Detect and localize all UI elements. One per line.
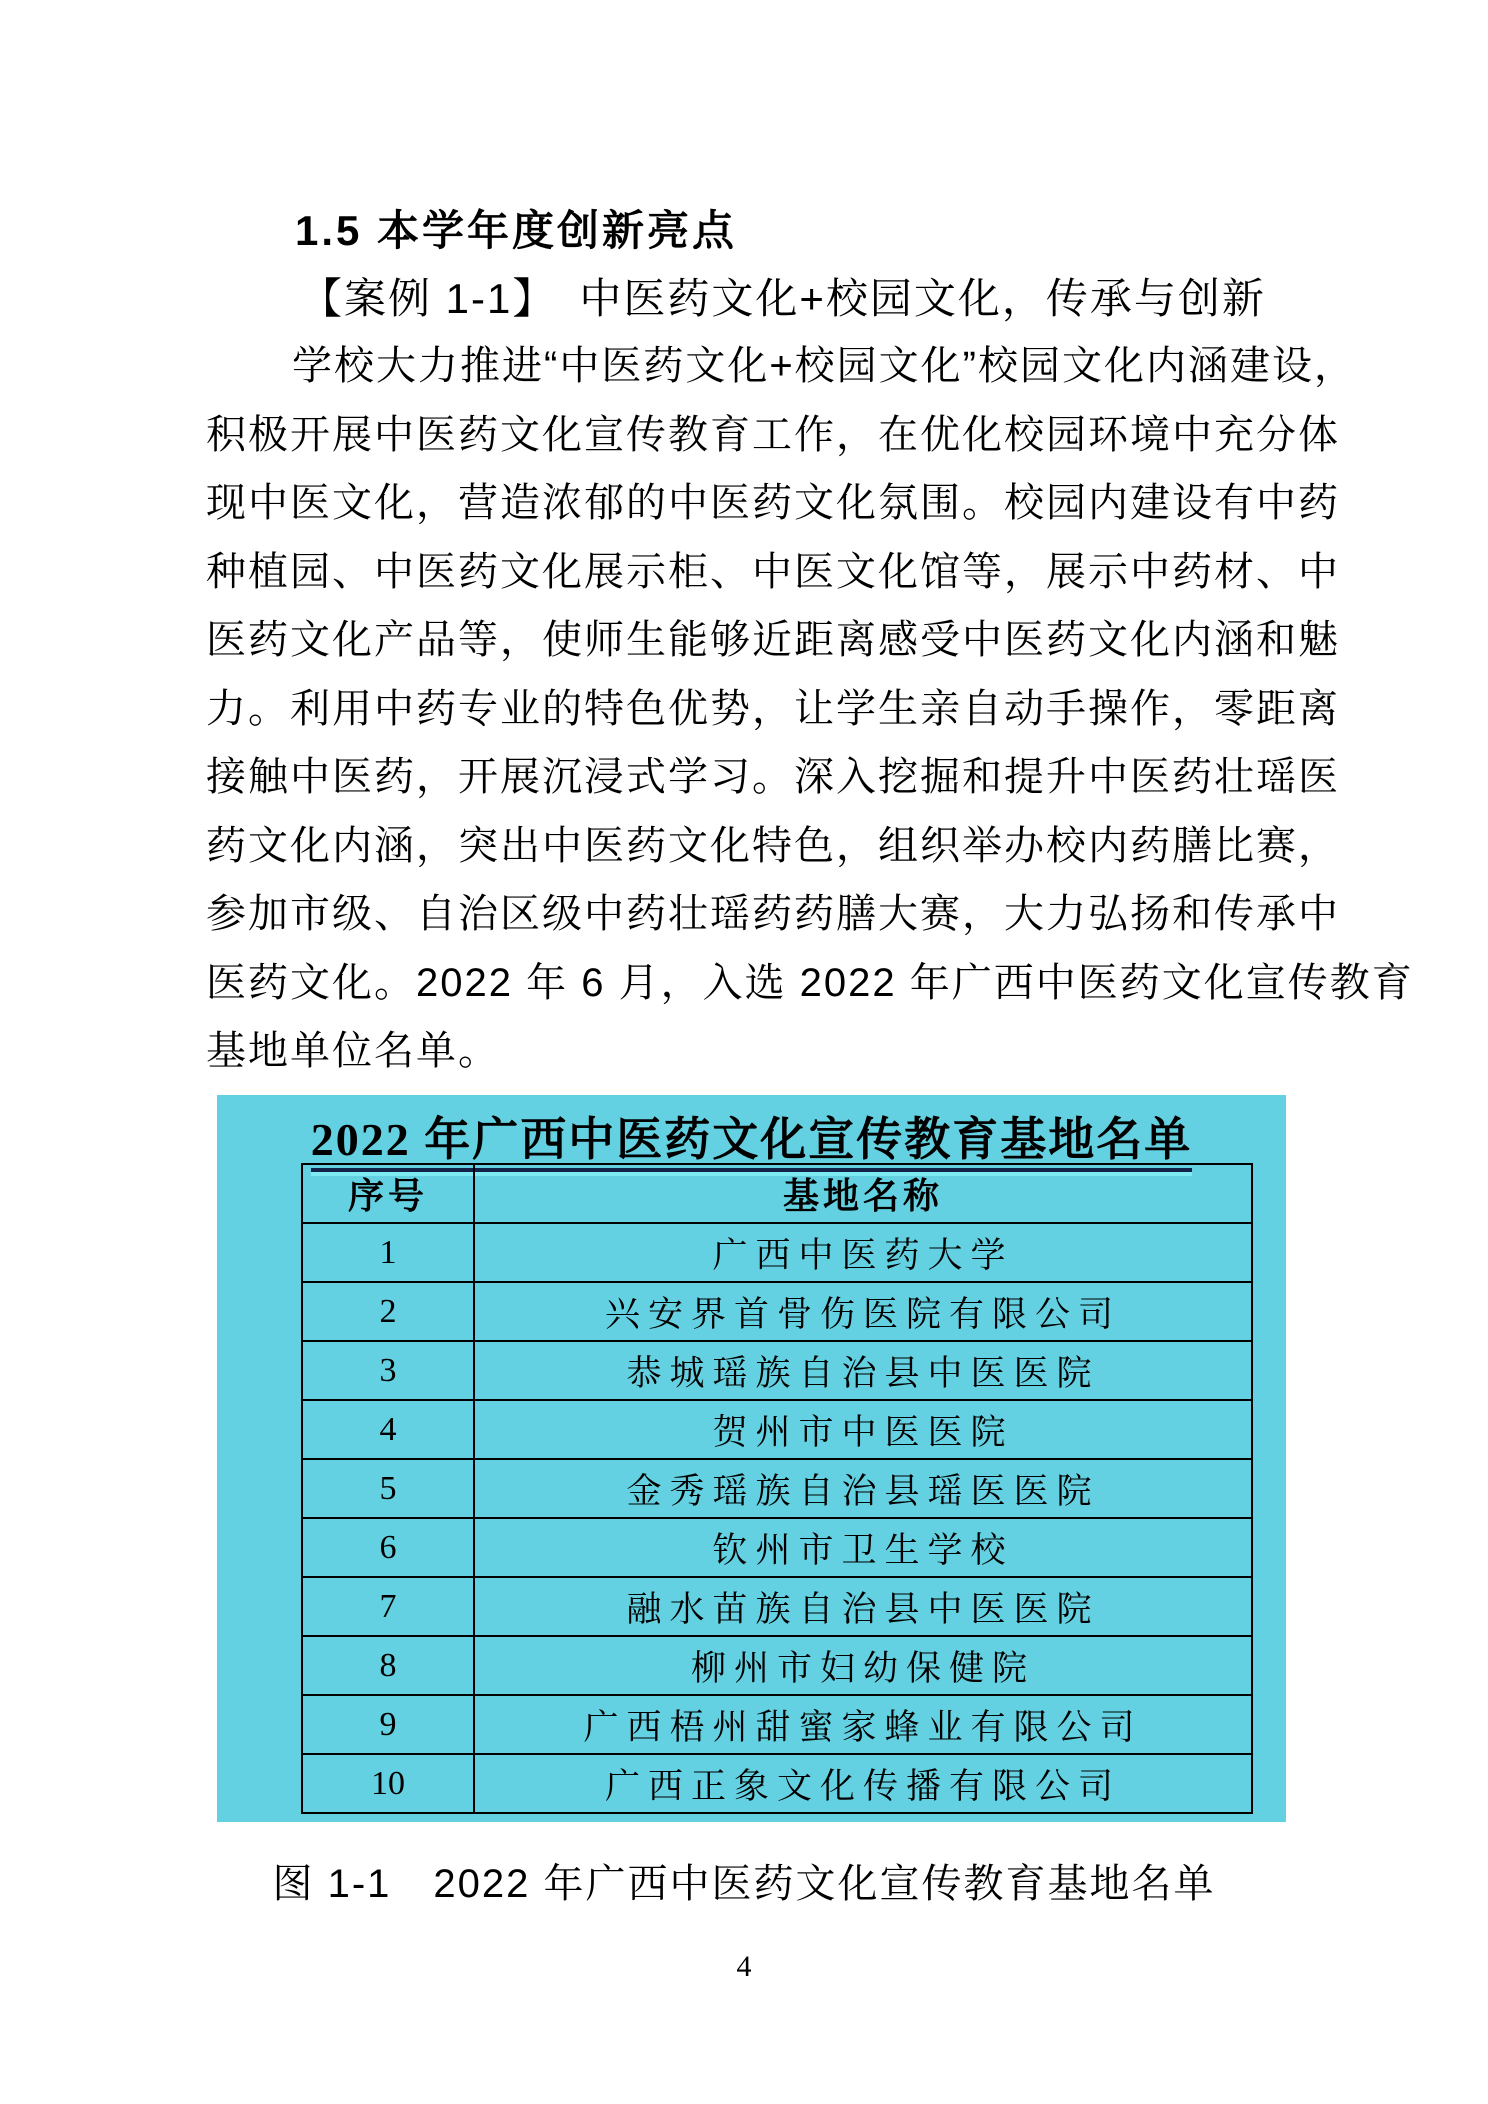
table-row [302,1636,1252,1695]
table-row [302,1400,1252,1459]
table-row [302,1695,1252,1754]
paragraph-line: 现中医文化，营造浓郁的中医药文化氛围。校园内建设有中药 [206,481,1340,525]
paragraph-line: 医药文化。2022 年 6 月，入选 2022 年广西中医药文化宣传教育 [206,960,1414,1005]
paragraph-line: 基地单位名单。 [206,1029,500,1073]
paragraph-line: 药文化内涵，突出中医药文化特色，组织举办校内药膳比赛， [206,823,1340,868]
table-row [302,1459,1252,1518]
table-cell-no: 10 [302,1754,474,1813]
table-cell-no: 9 [302,1695,474,1754]
body-paragraph [206,332,1414,1086]
table-row [302,1341,1252,1400]
table-row [302,1754,1252,1813]
paragraph-line: 接触中医药，开展沉浸式学习。深入挖掘和提升中医药壮瑶医 [206,755,1340,799]
base-list-table [301,1163,1253,1814]
case-title: 【案例 1-1】 中医药文化+校园文化，传承与创新 [300,275,1266,322]
table-cell-no: 6 [302,1518,474,1577]
table-row [302,1577,1252,1636]
table-cell-no: 7 [302,1577,474,1636]
section-heading: 1.5 本学年度创新亮点 [295,207,738,254]
table-cell-no: 1 [302,1223,474,1282]
paragraph-line: 医药文化产品等，使师生能够近距离感受中医药文化内涵和魅 [206,618,1340,662]
column-header-name: 基地名称 [474,1164,1252,1223]
table-cell-name: 恭城瑶族自治县中医医院 [474,1341,1252,1400]
table-cell-name: 广西梧州甜蜜家蜂业有限公司 [474,1695,1252,1754]
figure-panel [217,1095,1286,1822]
table-cell-name: 贺州市中医医院 [474,1400,1252,1459]
table-cell-name: 金秀瑶族自治县瑶医医院 [474,1459,1252,1518]
paragraph-line: 力。利用中药专业的特色优势，让学生亲自动手操作，零距离 [206,686,1340,731]
figure-title-text: 2022 年广西中医药文化宣传教育基地名单 [311,1114,1193,1172]
paragraph-line: 积极开展中医药文化宣传教育工作，在优化校园环境中充分体 [206,412,1340,457]
table-cell-no: 8 [302,1636,474,1695]
table-cell-no: 2 [302,1282,474,1341]
table-cell-no: 3 [302,1341,474,1400]
paragraph-line: 学校大力推进“中医药文化+校园文化”校园文化内涵建设， [292,344,1356,388]
table-row [302,1282,1252,1341]
column-header-no: 序号 [302,1164,474,1223]
table-cell-name: 钦州市卫生学校 [474,1518,1252,1577]
table-row [302,1518,1252,1577]
page-number: 4 [736,1950,752,1983]
paragraph-line: 参加市级、自治区级中药壮瑶药药膳大赛，大力弘扬和传承中 [206,892,1340,936]
table-cell-name: 广西正象文化传播有限公司 [474,1754,1252,1813]
table-cell-name: 广西中医药大学 [474,1223,1252,1282]
table-cell-name: 兴安界首骨伤医院有限公司 [474,1282,1252,1341]
table-row [302,1223,1252,1282]
table-cell-no: 4 [302,1400,474,1459]
figure-caption: 图 1-1 2022 年广西中医药文化宣传教育基地名单 [272,1862,1216,1906]
table-cell-no: 5 [302,1459,474,1518]
paragraph-line: 种植园、中医药文化展示柜、中医文化馆等，展示中药材、中 [206,549,1340,594]
table-cell-name: 柳州市妇幼保健院 [474,1636,1252,1695]
figure-title [217,1103,1286,1169]
table-header-row [302,1164,1252,1223]
table-cell-name: 融水苗族自治县中医医院 [474,1577,1252,1636]
